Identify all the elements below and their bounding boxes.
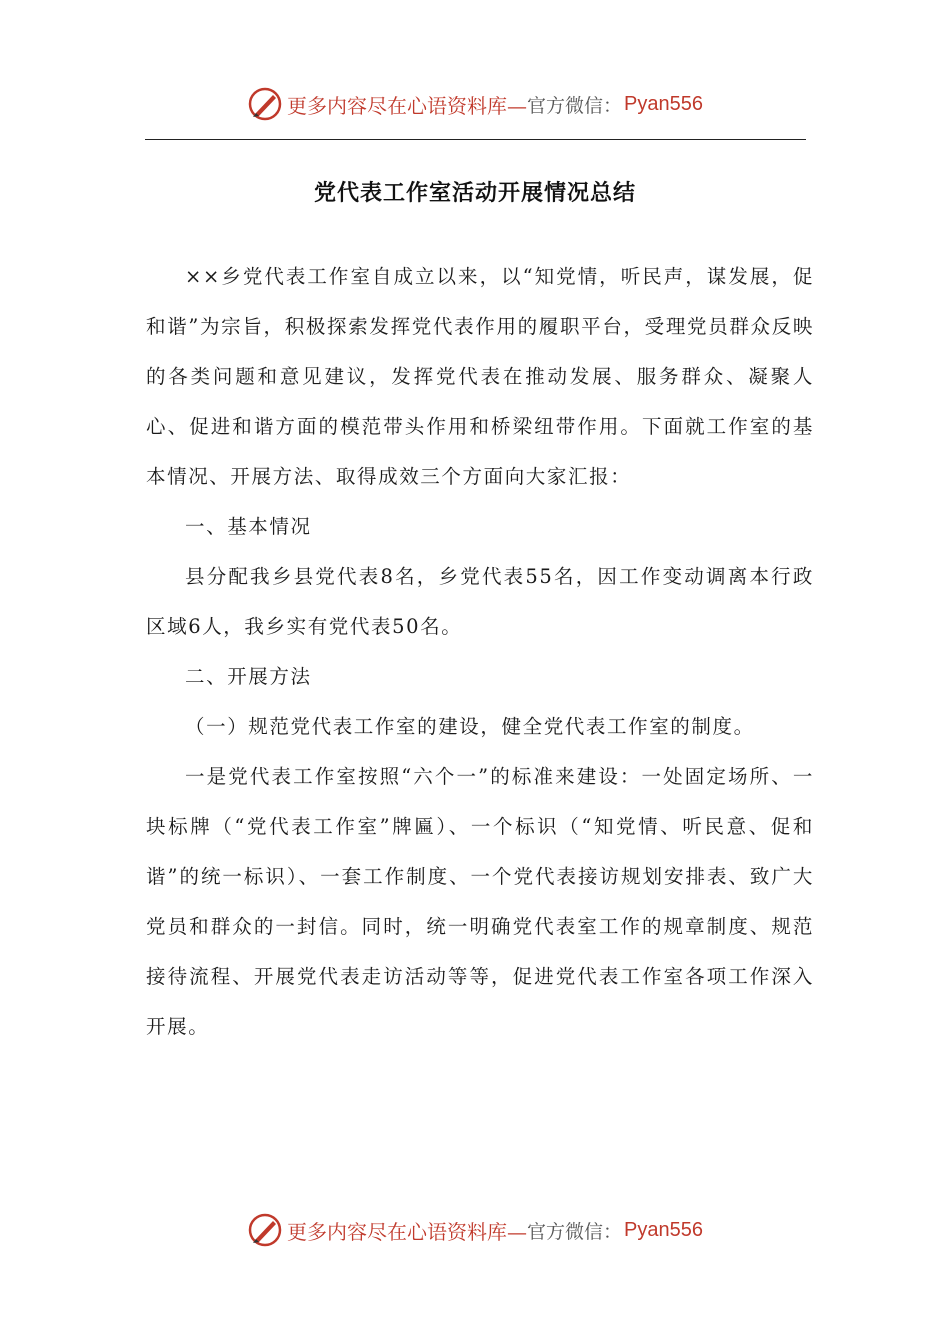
watermark-text: 更多内容尽在心语资料库— xyxy=(287,1219,527,1244)
paragraph-intro: ××乡党代表工作室自成立以来，以“知党情，听民声，谋发展，促和谐”为宗旨，积极探索发挥党代表作用的履职平台，受理党员群众反映的各类问题和意见建议，发挥党代表在推动发展、服务群众、凝聚人心、促进和谐方面的模范带头作用和桥梁纽带作用。下面就工作室的基本情况、开展方法、取得成效三个方面向大家汇报： xyxy=(146,265,814,488)
paragraph-basic: 县分配我乡县党代表8名，乡党代表55名，因工作变动调离本行政区域6人，我乡实有党代表50名。 xyxy=(146,565,814,638)
section-heading-methods: 二、开展方法 xyxy=(185,665,312,688)
footer-watermark xyxy=(0,1210,950,1250)
document-title: 党代表工作室活动开展情况总结 xyxy=(313,181,636,206)
pen-logo-icon xyxy=(247,1212,283,1248)
watermark-wechat-label: 官方微信： xyxy=(527,1220,623,1243)
pen-logo-icon xyxy=(247,86,283,122)
header-divider xyxy=(145,139,806,140)
watermark-wechat-id: Pyan556 xyxy=(624,92,703,115)
watermark-wechat-label: 官方微信： xyxy=(527,94,623,117)
watermark-text: 更多内容尽在心语资料库— xyxy=(287,93,527,118)
subheading-standardize: （一）规范党代表工作室的建设，健全党代表工作室的制度。 xyxy=(185,715,755,738)
header-watermark xyxy=(0,84,950,124)
document-body xyxy=(146,252,814,1052)
section-heading-basic: 一、基本情况 xyxy=(185,515,312,538)
watermark-wechat-id: Pyan556 xyxy=(624,1218,703,1241)
paragraph-six-ones: 一是党代表工作室按照“六个一”的标准来建设：一处固定场所、一块标牌（“党代表工作室”牌匾）、一个标识（“知党情、听民意、促和谐”的统一标识）、一套工作制度、一个党代表接访规划安排表、致广大党员和群众的一封信。同时，统一明确党代表室工作的规章制度、规范接待流程、开展党代表走访活动等等，促进党代表工作室各项工作深入开展。 xyxy=(146,765,814,1038)
